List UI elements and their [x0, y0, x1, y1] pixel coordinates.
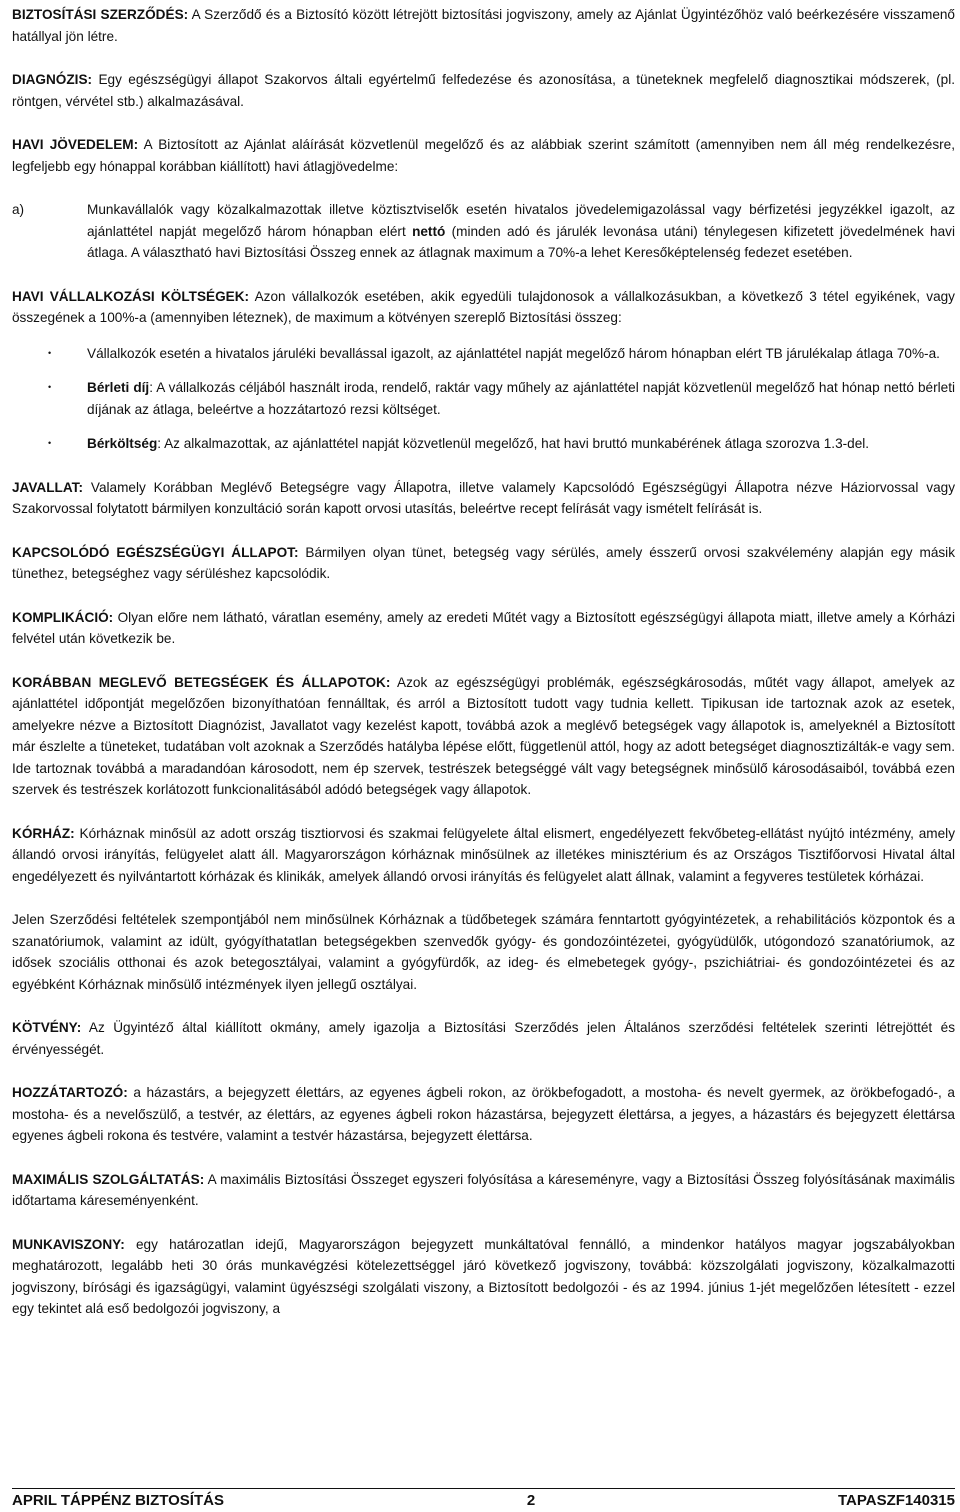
- definition-text: A Szerződő és a Biztosító között létrejött biztosítási jogviszony, amely az Ajánlat Ügyintézőhöz való beérkezésére visszamenő hatállyal jön létre.: [12, 7, 955, 44]
- definition-kapcsolodo-egeszsegugyi-allapot: [12, 542, 955, 585]
- definition-term: KORÁBBAN MEGLEVŐ BETEGSÉGEK ÉS ÁLLAPOTOK:: [12, 674, 391, 690]
- koltsegek-bullet-list: [12, 343, 955, 455]
- definition-term: KAPCSOLÓDÓ EGÉSZSÉGÜGYI ÁLLAPOT:: [12, 544, 299, 560]
- definition-text: Bármilyen olyan tünet, betegség vagy sérülés, amely ésszerű orvosi szakvélemény alapján egy másik tünethez, betegséghez vagy sérüléshez kapcsolódik.: [12, 544, 955, 581]
- footer-document-code: TAPASZF140315: [838, 1492, 955, 1509]
- list-item-text: (minden adó és járulék levonása utáni) ténylegesen kifizetett jövedelmének havi átlaga. A választható havi Biztosítási Összeg ennek az átlagnak maximum a 70%-a lehet Keresőképtelenség fedezet esetében.: [87, 223, 955, 260]
- definition-havi-vallalkozasi-koltsegek: [12, 286, 955, 329]
- list-item-text: Vállalkozók esetén a hivatalos járuléki bevallással igazolt, az ajánlattétel napját megelőző három hónapban elért TB járulékalap átlaga 70%-a.: [87, 345, 940, 361]
- definition-term: MAXIMÁLIS SZOLGÁLTATÁS:: [12, 1171, 205, 1187]
- definition-term: HAVI JÖVEDELEM:: [12, 137, 139, 152]
- definition-text: Azon vállalkozók esetében, akik egyedüli tulajdonosok a vállalkozásukban, a következő 3 tétel egyikének, vagy összegének a 100%-a (amennyiben léteznek), de maximum a kötvényen szereplő Biztosítási összeg:: [12, 288, 955, 325]
- definition-text: a házastárs, a bejegyzett élettárs, az egyenes ágbeli rokon, az örökbefogadott, a mostoha- és nevelt gyermek, az örökbefogadó-, a mostoha- és a nevelőszülő, a testvér, az élettárs, az egyenes ágbeli rokon házastársa, bejegyzett élettársa, a jegyes, a házastárs és bejegyzett élettársa egyenes ágbeli rokona és testvére, valamint a testvér házastársa, bejegyzett élettársa.: [12, 1085, 955, 1143]
- definition-term: MUNKAVISZONY:: [12, 1236, 125, 1252]
- korhaz-exclusions-paragraph: [12, 909, 955, 995]
- definition-term: KÓRHÁZ:: [12, 825, 75, 841]
- list-item: [12, 199, 955, 264]
- footer-page-number: 2: [526, 1492, 536, 1509]
- definition-term: KÖTVÉNY:: [12, 1020, 82, 1035]
- definition-text: A maximális Biztosítási Összeget egyszeri folyósítása a káreseményre, vagy a Biztosítási Összeg folyósításának maximális időtartama káreseményenként.: [12, 1171, 955, 1208]
- havi-jovedelem-list: [12, 199, 955, 264]
- list-item-bold: nettó: [412, 223, 446, 239]
- definition-term: BIZTOSÍTÁSI SZERZŐDÉS:: [12, 7, 189, 22]
- definition-text: Valamely Korábban Meglévő Betegségre vagy Állapotra, illetve valamely Kapcsolódó Egészségügyi Állapotra nézve Háziorvossal vagy Szakorvossal folytatott bármilyen konzultáció során kapott orvosi utasítás, beleértve recept felírását vagy ismételt felírását is.: [12, 479, 955, 516]
- definition-text: egy határozatlan idejű, Magyarországon bejegyzett munkáltatóval fennálló, a mindenkor hatályos magyar jogszabályokban meghatározott, legalább heti 30 órás munkavégzési kötelezettséggel járó következő jogviszony, továbbá: közszolgálati jogviszony, közalkalmazotti jogviszony, bírósági és igazságügyi, valamint ügyészségi szolgálati viszony, a Biztosított bedolgozói - és az 1994. június 1-jét megelőzően létesített - ezzel egy tekintet alá eső bedolgozói jogviszony, a: [12, 1236, 955, 1316]
- definition-term: JAVALLAT:: [12, 479, 83, 495]
- definition-komplikacio: [12, 607, 955, 650]
- footer-product-name: APRIL TÁPPÉNZ BIZTOSÍTÁS: [12, 1492, 224, 1509]
- list-item-bold: Bérleti díj: [87, 380, 150, 395]
- definition-term: HAVI VÁLLALKOZÁSI KÖLTSÉGEK:: [12, 288, 250, 304]
- definition-text: A Biztosított az Ajánlat aláírását közvetlenül megelőző és az alábbiak szerint számított (amennyiben nem áll még rendelkezésre, legfeljebb egy hónappal korábban kiállított) havi átlagjövedelme:: [12, 137, 955, 174]
- definition-korabban-meglevo-betegsegek: [12, 672, 955, 801]
- definition-munkaviszony: [12, 1234, 955, 1320]
- document-page: [12, 0, 955, 1320]
- list-item-text: : Az alkalmazottak, az ajánlattétel napját közvetlenül megelőző, hat havi bruttó munkabérének átlaga szorozva 1.3-del.: [157, 436, 870, 451]
- bullet-icon: •: [48, 382, 52, 392]
- definition-term: KOMPLIKÁCIÓ:: [12, 609, 114, 625]
- definition-maximalis-szolgaltatas: [12, 1169, 955, 1212]
- definition-kotveny: [12, 1017, 955, 1060]
- list-item: [12, 377, 955, 420]
- bullet-icon: •: [48, 438, 52, 448]
- definition-term: DIAGNÓZIS:: [12, 72, 93, 87]
- paragraph-text: Jelen Szerződési feltételek szempontjából nem minősülnek Kórháznak a tüdőbetegek számára fenntartott gyógyintézetek, a rehabilitációs központok és a szanatóriumok, valamint az idült, gyógyíthatatlan betegségekben szenvedők gyógy- és gondozóintézetei, gyógyüdülők, utógondozó szanatóriumok, az idősek szociális otthonai és azok betegosztályai, valamint a gyógyfürdők, az ideg- és elmebetegek gyógy-, pszichiátriai- és gondozóintézetei és az egyébként Kórháznak minősülő intézmények ilyen jellegű osztályai.: [12, 912, 955, 992]
- definition-text: Kórháznak minősül az adott ország tisztiorvosi és szakmai felügyelete által elismert, engedélyezett fekvőbeteg-ellátást nyújtó intézmény, amely állandó orvosi irányítás, felügyelet alatt áll. Magyarországon kórháznak minősülnek az illetékes minisztérium és az Országos Tisztifőorvosi Hivatal által engedélyezett és nyilvántartott kórházak és klinikák, amelyek állandó orvosi irányítás és felügyelet alatt állnak, valamint a fegyveres testületek kórházai.: [12, 825, 955, 884]
- definition-text: Az Ügyintéző által kiállított okmány, amely igazolja a Biztosítási Szerződés jelen Általános szerződési feltételek szerinti létrejöttét és érvényességét.: [12, 1020, 955, 1057]
- definition-hozzatartozo: [12, 1082, 955, 1147]
- definition-biztositasi-szerzodes: [12, 4, 955, 47]
- list-item-bold: Bérköltség: [87, 436, 158, 451]
- list-item: [12, 343, 955, 365]
- definition-javallat: [12, 477, 955, 520]
- definition-havi-jovedelem: [12, 134, 955, 177]
- definition-text: Egy egészségügyi állapot Szakorvos általi egyértelmű felfedezése és azonosítása, a tüneteknek megfelelő diagnosztikai módszerek, (pl. röntgen, vérvétel stb.) alkalmazásával.: [12, 72, 955, 109]
- definition-text: Azok az egészségügyi problémák, egészségkárosodás, műtét vagy állapot, amelyek az ajánlattétel időpontját megelőzően bizonyíthatóan fennálltak, és arról a Biztosított tudott vagy tudnia kellett. Tipikusan ide tartoznak azok az esetek, amelyekre nézve a Biztosított Diagnózist, Javallatot vagy kezelést kapott, továbbá azok a meglévő betegségek vagy állapotok is, amelyeknél a Biztosított már észlelte a tüneteket, tudatában volt azoknak a Szerződés hatályba lépése előtt, függetlenül attól, hogy az adott betegséget diagnosztizálták-e vagy sem. Ide tartoznak továbbá a maradandóan károsodott, nem ép szervek, testrészek betegséggé vált vagy betegségnek minősülő károsodásaiból, továbbá ezen szervek és testrészek korlátozott funkcionalitásából adódó betegségek vagy állapotok.: [12, 674, 955, 797]
- definition-korhaz: [12, 823, 955, 888]
- list-item-text: : A vállalkozás céljából használt iroda, rendelő, raktár vagy műhely az ajánlattétel napját közvetlenül megelőző hat hónap nettó bérleti díjának az átlaga, beleértve a hozzátartozó rezsi költséget.: [87, 380, 955, 417]
- bullet-icon: •: [48, 347, 52, 358]
- definition-text: Olyan előre nem látható, váratlan esemény, amely az eredeti Műtét vagy a Biztosított egészségügyi állapota miatt, illetve amely a Kórházi felvétel után következik be.: [12, 609, 955, 646]
- list-item: [12, 433, 955, 455]
- page-footer: [12, 1488, 955, 1512]
- definition-diagnozis: [12, 69, 955, 112]
- definition-term: HOZZÁTARTOZÓ:: [12, 1085, 128, 1100]
- list-item-text: Munkavállalók vagy közalkalmazottak illetve köztisztviselők esetén hivatalos jövedelemigazolással vagy bérfizetési jegyzékkel igazolt, az ajánlattétel napját megelőző három hónapban elért: [87, 202, 955, 239]
- list-marker: a): [12, 202, 25, 217]
